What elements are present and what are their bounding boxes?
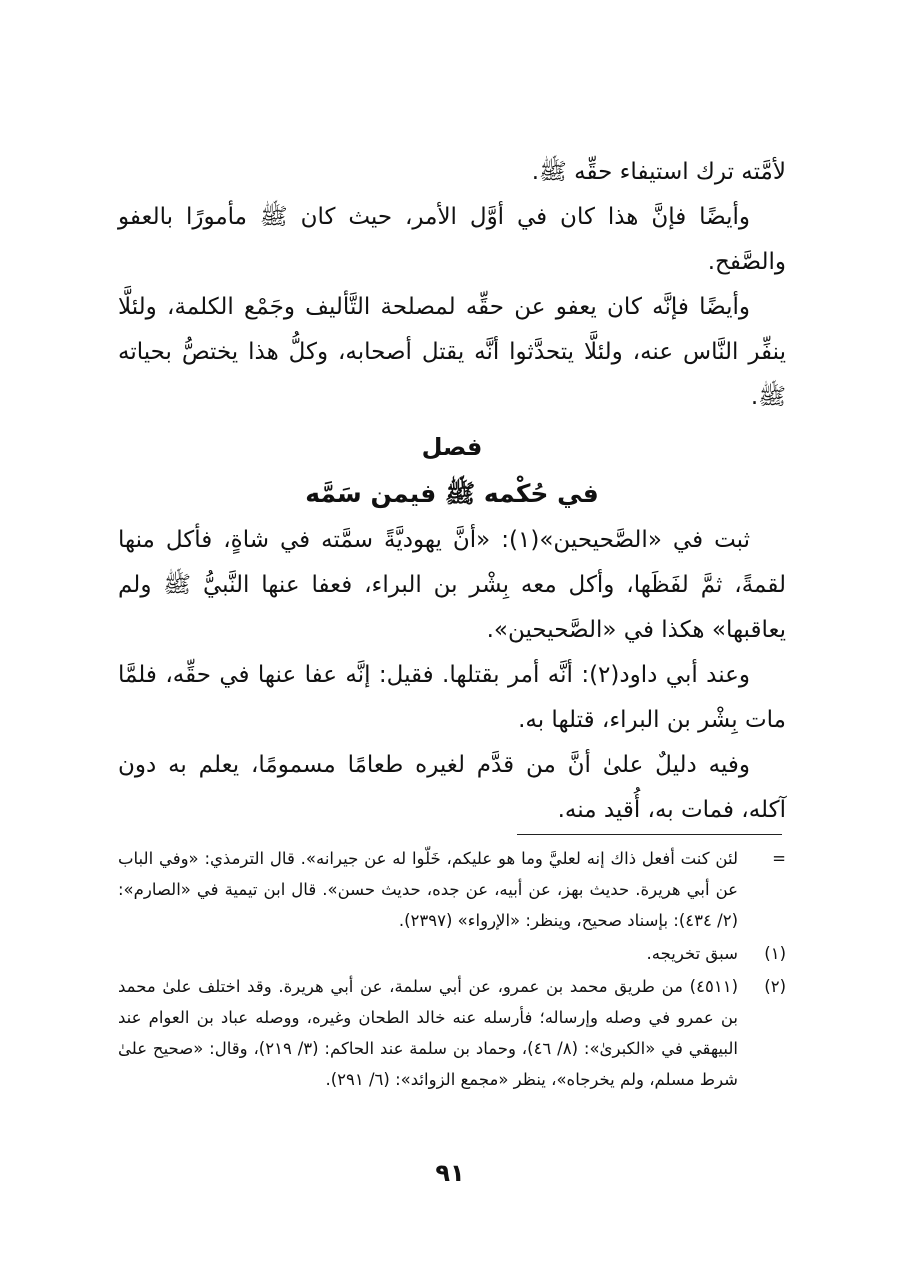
paragraph: وأيضًا فإنَّ هذا كان في أوَّل الأمر، حيث كان ﷺ مأمورًا بالعفو والصَّفح. <box>118 204 786 275</box>
page-number: ٩١ <box>435 1159 465 1187</box>
section-title: في حُكْمه ﷺ فيمن سَمَّه <box>305 479 599 508</box>
footnote <box>118 938 786 969</box>
footnote-text: سبق تخريجه. <box>646 944 738 963</box>
footnote <box>118 843 786 936</box>
paragraph: ثبت في «الصَّحيحين»(١): «أنَّ يهوديَّةً سمَّته في شاةٍ، فأكل منها لقمةً، ثمَّ لفَظَها، وأكل معه بِشْر بن البراء، فعفا عنها النَّبيُّ ﷺ ولم يعاقبها» هكذا في «الصَّحيحين». <box>118 527 786 643</box>
paragraph: وأيضًا فإنَّه كان يعفو عن حقِّه لمصلحة التَّأليف وجَمْع الكلمة، ولئلَّا ينفِّر النَّاس عنه، ولئلَّا يتحدَّثوا أنَّه يقتل أصحابه، وكلُّ هذا يختصُّ بحياته ﷺ. <box>118 294 786 410</box>
main-text <box>118 150 786 833</box>
footnote-text: لئن كنت أفعل ذاك إنه لعليَّ وما هو عليكم، خَلّوا له عن جيرانه». قال الترمذي: «وفي الباب عن أبي هريرة. حديث بهز، عن أبيه، عن جده، حديث حسن». قال ابن تيمية في «الصارم»: (٢/ ٤٣٤): بإسناد صحيح، وينظر: «الإرواء» (٢٣٩٧). <box>118 849 738 930</box>
footnote-marker: (١) <box>764 944 786 963</box>
footnote-text: (٤٥١١) من طريق محمد بن عمرو، عن أبي سلمة، عن أبي هريرة. وقد اختلف علىٰ محمد بن عمرو في وصله وإرساله؛ فأرسله عنه خالد الطحان وغيره، ووصله عباد بن العوام عند البيهقي في «الكبرىٰ»: (٨/ ٤٦)، وحماد بن سلمة عند الحاكم: (٣/ ٢١٩)، وقال: «صحيح علىٰ شرط مسلم، ولم يخرجاه»، ينظر «مجمع الزوائد»: (٦/ ٢٩١). <box>118 977 738 1089</box>
paragraph: لأمَّته ترك استيفاء حقِّه ﷺ. <box>531 159 786 185</box>
footnote <box>118 971 786 1095</box>
section-heading: فصل <box>421 433 483 461</box>
footnote-marker: = <box>772 849 786 868</box>
footnote-divider <box>517 834 782 835</box>
paragraph: وفيه دليلٌ علىٰ أنَّ من قدَّم لغيره طعامًا مسمومًا، يعلم به دون آكله، فمات به، أُقيد منه. <box>118 752 786 823</box>
paragraph: وعند أبي داود(٢): أنَّه أمر بقتلها. فقيل: إنَّه عفا عنها في حقِّه، فلمَّا مات بِشْر بن البراء، قتلها به. <box>118 662 786 733</box>
footnotes <box>118 843 786 1097</box>
footnote-marker: (٢) <box>764 977 786 996</box>
